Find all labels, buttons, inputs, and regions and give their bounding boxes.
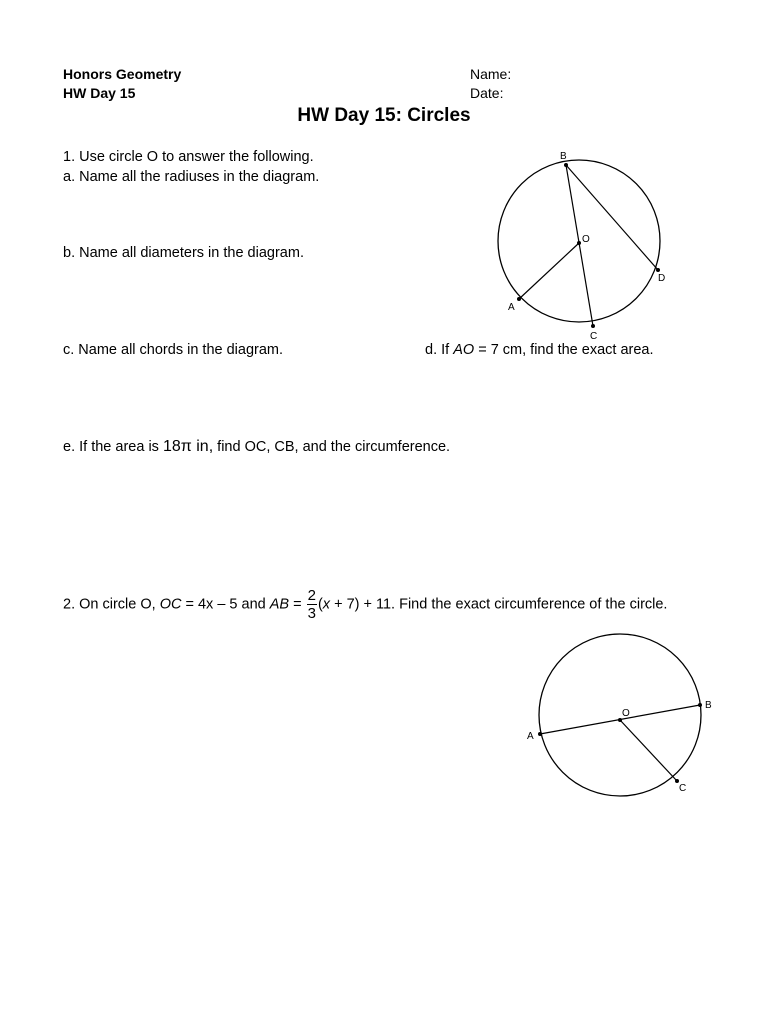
label-d: D: [658, 273, 666, 284]
q2-text: 2. On circle O, OC = 4x – 5 and AB = $\frac{2}{3}$ (x + 7) + 11. Find the exact circumference of the circle.: [63, 587, 668, 622]
fraction-two-thirds: $\frac{2}{3}$: [307, 587, 316, 622]
chord-bd: [566, 165, 658, 270]
label-c-2: C: [679, 783, 687, 794]
q1-part-c: c. Name all chords in the diagram.: [63, 342, 284, 358]
label-o: O: [582, 234, 590, 245]
homework-label: HW Day 15: [63, 85, 136, 101]
q1-intro: 1. Use circle O to answer the following.: [63, 149, 314, 165]
point-a: [517, 297, 521, 301]
circle-o-outline-2: [539, 634, 701, 796]
label-o-2: O: [622, 708, 630, 719]
point-d: [656, 268, 660, 272]
label-b-2: B: [705, 700, 712, 711]
circle-diagram-1: [490, 146, 680, 346]
circle-diagram-2: [520, 625, 720, 815]
point-a-2: [538, 732, 542, 736]
page-title: HW Day 15: Circles: [297, 105, 471, 126]
radius-oa: [519, 243, 579, 299]
radius-oc: [620, 720, 677, 781]
name-label: Name:: [470, 66, 512, 82]
area-value: 18π in,: [162, 438, 214, 455]
point-b-2: [698, 703, 702, 707]
diameter-bc: [566, 165, 593, 326]
point-b: [564, 163, 568, 167]
label-a-2: A: [527, 731, 534, 742]
q1-part-d: d. If AO = 7 cm, find the exact area.: [425, 342, 654, 358]
point-c: [591, 324, 595, 328]
course-name: Honors Geometry: [63, 66, 182, 82]
q1-part-a: a. Name all the radiuses in the diagram.: [63, 169, 320, 185]
q1-part-e: e. If the area is 18π in, find OC, CB, and the circumference.: [63, 438, 451, 455]
label-c: C: [590, 331, 598, 342]
label-b: B: [560, 151, 567, 162]
q1-part-b: b. Name all diameters in the diagram.: [63, 245, 304, 261]
point-o: [577, 241, 581, 245]
date-label: Date:: [470, 85, 504, 101]
label-a: A: [508, 302, 515, 313]
